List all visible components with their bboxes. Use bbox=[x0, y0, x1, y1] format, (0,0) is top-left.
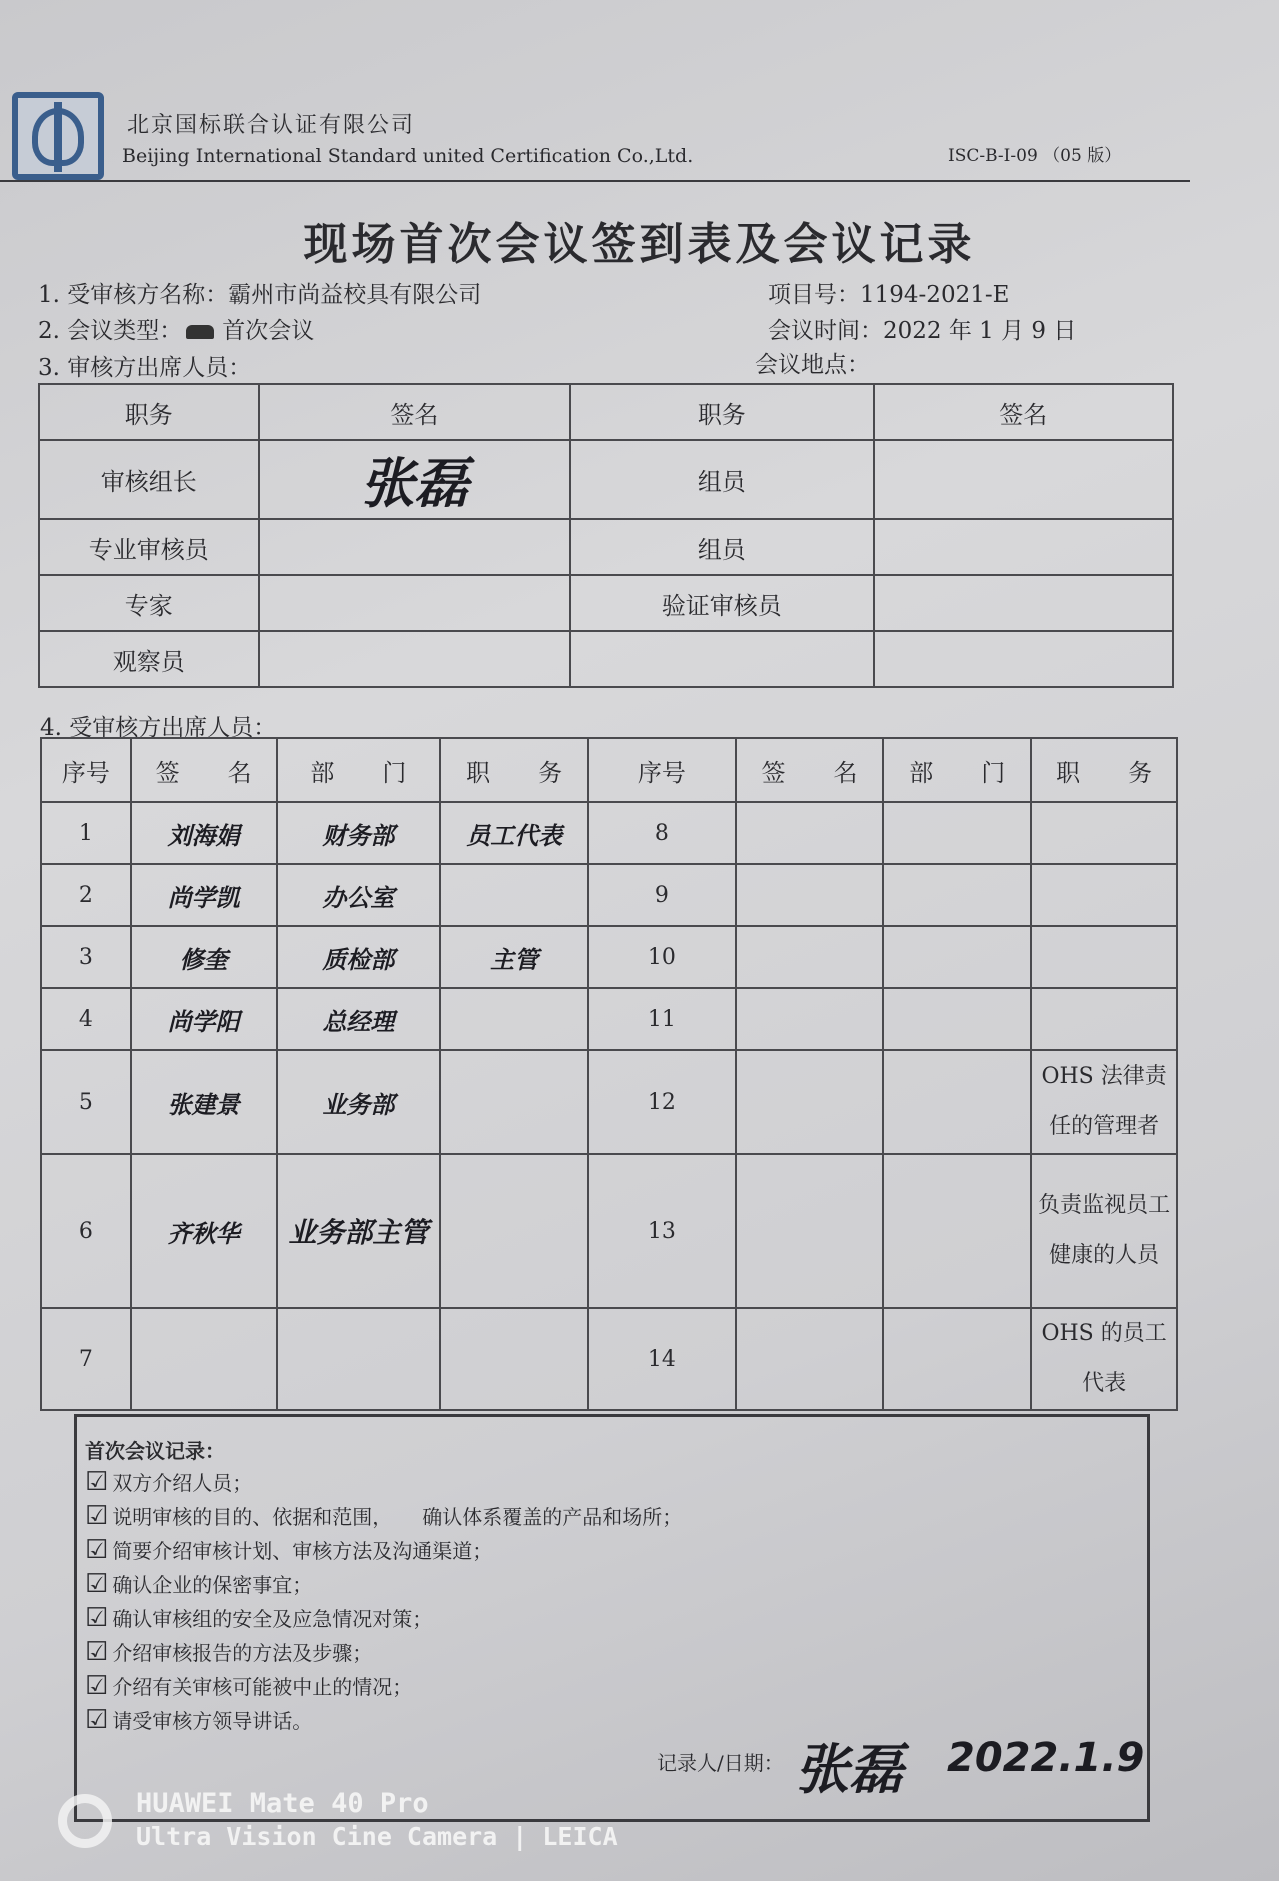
auditee-name-row bbox=[38, 276, 481, 309]
department-cell bbox=[883, 1154, 1031, 1308]
row-number: 1 bbox=[41, 802, 131, 864]
table-row bbox=[41, 1308, 1177, 1410]
camera-logo-icon bbox=[58, 1794, 112, 1848]
header-divider bbox=[0, 180, 1190, 182]
recorder-label: 记录人/日期： bbox=[657, 1751, 784, 1775]
signature-cell bbox=[874, 519, 1173, 575]
minutes-item bbox=[85, 1603, 432, 1633]
signature-cell bbox=[736, 802, 884, 864]
auditee-label: 1. 受审核方名称： bbox=[38, 282, 229, 308]
minutes-item-text: 确认企业的保密事宜； bbox=[112, 1573, 313, 1597]
meeting-type-icon bbox=[186, 325, 214, 339]
watermark-line-2: Ultra Vision Cine Camera | LEICA bbox=[136, 1822, 618, 1851]
header-cell: 序号 bbox=[41, 738, 131, 802]
document-code: ISC-B-I-09 （05 版） bbox=[948, 146, 1122, 166]
row-number: 8 bbox=[588, 802, 736, 864]
row-number: 11 bbox=[588, 988, 736, 1050]
position-cell bbox=[1031, 802, 1177, 864]
role-cell: 验证审核员 bbox=[570, 575, 873, 631]
check-icon: ☑ bbox=[85, 1535, 109, 1565]
check-icon: ☑ bbox=[85, 1603, 109, 1633]
department-cell bbox=[883, 1308, 1031, 1410]
minutes-item bbox=[85, 1501, 682, 1531]
department-cell bbox=[277, 1308, 441, 1410]
header-cell: 职务 bbox=[39, 384, 259, 440]
minutes-item-text: 双方介绍人员； bbox=[112, 1471, 253, 1495]
minutes-item-text: 简要介绍审核计划、审核方法及沟通渠道； bbox=[112, 1539, 493, 1563]
project-number-row bbox=[768, 276, 1009, 309]
meeting-time-value: 2022 年 1 月 9 日 bbox=[883, 318, 1077, 344]
header-cell: 签 名 bbox=[131, 738, 277, 802]
row-number: 4 bbox=[41, 988, 131, 1050]
row-number: 2 bbox=[41, 864, 131, 926]
signature-cell bbox=[736, 1308, 884, 1410]
signature-cell bbox=[259, 575, 570, 631]
table-row bbox=[41, 864, 1177, 926]
minutes-item bbox=[85, 1637, 372, 1667]
signature-cell bbox=[131, 1308, 277, 1410]
project-value: 1194-2021-E bbox=[860, 282, 1010, 308]
project-label: 项目号： bbox=[768, 282, 860, 308]
position-cell: 员工代表 bbox=[440, 802, 588, 864]
meeting-type-value: 首次会议 bbox=[222, 318, 315, 344]
minutes-title: 首次会议记录： bbox=[85, 1439, 225, 1463]
department-cell bbox=[883, 864, 1031, 926]
header-cell: 职 务 bbox=[440, 738, 588, 802]
header-cell: 签名 bbox=[259, 384, 570, 440]
audit-attendees-label: 3. 审核方出席人员： bbox=[38, 355, 252, 381]
department-cell: 业务部主管 bbox=[277, 1154, 441, 1308]
position-cell bbox=[1031, 926, 1177, 988]
department-cell: 财务部 bbox=[277, 802, 441, 864]
table-row bbox=[41, 802, 1177, 864]
department-cell bbox=[883, 926, 1031, 988]
check-icon: ☑ bbox=[85, 1637, 109, 1667]
position-cell bbox=[1031, 864, 1177, 926]
signature-cell: 张建景 bbox=[131, 1050, 277, 1154]
department-cell: 质检部 bbox=[277, 926, 441, 988]
check-icon: ☑ bbox=[85, 1569, 109, 1599]
table-row bbox=[41, 926, 1177, 988]
minutes-item bbox=[85, 1535, 492, 1565]
meeting-place-label: 会议地点： bbox=[755, 352, 870, 378]
signature-cell: 尚学凯 bbox=[131, 864, 277, 926]
row-number: 3 bbox=[41, 926, 131, 988]
position-cell bbox=[440, 864, 588, 926]
row-number: 5 bbox=[41, 1050, 131, 1154]
auditee-attendees-table bbox=[40, 737, 1178, 1411]
department-cell: 业务部 bbox=[277, 1050, 441, 1154]
company-name-cn: 北京国标联合认证有限公司 bbox=[127, 113, 416, 138]
table-header-row bbox=[39, 384, 1173, 440]
signature-cell: 齐秋华 bbox=[131, 1154, 277, 1308]
check-icon: ☑ bbox=[85, 1705, 109, 1735]
minutes-item-text: 请受审核方领导讲话。 bbox=[112, 1709, 313, 1733]
meeting-type-label: 2. 会议类型： bbox=[38, 318, 183, 344]
table-row bbox=[39, 440, 1173, 519]
position-cell bbox=[1031, 988, 1177, 1050]
department-cell bbox=[883, 802, 1031, 864]
header-cell: 序号 bbox=[588, 738, 736, 802]
signature-cell bbox=[874, 575, 1173, 631]
minutes-item-text: 介绍有关审核可能被中止的情况； bbox=[112, 1675, 413, 1699]
signature-cell bbox=[874, 631, 1173, 687]
meeting-minutes-box bbox=[74, 1414, 1150, 1822]
signature-cell bbox=[736, 988, 884, 1050]
auditee-value: 霸州市尚益校具有限公司 bbox=[228, 282, 482, 308]
watermark-line-1: HUAWEI Mate 40 Pro bbox=[136, 1788, 429, 1819]
row-number: 14 bbox=[588, 1308, 736, 1410]
table-row bbox=[41, 1154, 1177, 1308]
table-row bbox=[39, 631, 1173, 687]
role-cell: 组员 bbox=[570, 519, 873, 575]
signature-cell bbox=[259, 631, 570, 687]
meeting-time-row bbox=[768, 312, 1076, 345]
check-icon: ☑ bbox=[85, 1671, 109, 1701]
department-cell: 办公室 bbox=[277, 864, 441, 926]
auditee-attendees-label: 4. 受审核方出席人员： bbox=[40, 715, 277, 741]
signature-cell bbox=[736, 864, 884, 926]
role-cell: 观察员 bbox=[39, 631, 259, 687]
department-cell bbox=[883, 988, 1031, 1050]
minutes-item-text: 说明审核的目的、依据和范围， 确认体系覆盖的产品和场所； bbox=[112, 1505, 683, 1529]
position-cell: OHS 法律责任的管理者 bbox=[1031, 1050, 1177, 1154]
position-cell bbox=[440, 1154, 588, 1308]
table-row bbox=[41, 1050, 1177, 1154]
table-header-row bbox=[41, 738, 1177, 802]
position-cell bbox=[440, 1308, 588, 1410]
position-cell bbox=[440, 1050, 588, 1154]
minutes-item bbox=[85, 1671, 412, 1701]
row-number: 10 bbox=[588, 926, 736, 988]
row-number: 7 bbox=[41, 1308, 131, 1410]
position-cell bbox=[440, 988, 588, 1050]
minutes-item bbox=[85, 1467, 252, 1497]
signature-cell bbox=[736, 1154, 884, 1308]
recorder-date: 2022.1.9 bbox=[947, 1735, 1145, 1781]
minutes-item bbox=[85, 1705, 312, 1735]
meeting-type-row bbox=[38, 312, 314, 345]
page-title: 现场首次会议签到表及会议记录 bbox=[303, 219, 976, 270]
table-row bbox=[41, 988, 1177, 1050]
header-cell: 职 务 bbox=[1031, 738, 1177, 802]
minutes-item-text: 介绍审核报告的方法及步骤； bbox=[112, 1641, 373, 1665]
check-icon: ☑ bbox=[85, 1467, 109, 1497]
company-name-en: Beijing International Standard united Certification Co.,Ltd. bbox=[122, 145, 694, 167]
signature-cell: 刘海娟 bbox=[131, 802, 277, 864]
signature-cell: 张磊 bbox=[259, 440, 570, 519]
minutes-item-text: 确认审核组的安全及应急情况对策； bbox=[112, 1607, 433, 1631]
row-number: 6 bbox=[41, 1154, 131, 1308]
row-number: 9 bbox=[588, 864, 736, 926]
role-cell: 组员 bbox=[570, 440, 873, 519]
header-cell: 签 名 bbox=[736, 738, 884, 802]
signature-cell bbox=[874, 440, 1173, 519]
role-cell: 专业审核员 bbox=[39, 519, 259, 575]
department-cell: 总经理 bbox=[277, 988, 441, 1050]
role-cell bbox=[570, 631, 873, 687]
meeting-time-label: 会议时间： bbox=[768, 318, 883, 344]
row-number: 13 bbox=[588, 1154, 736, 1308]
recorder-signature: 张磊 bbox=[795, 1738, 903, 1801]
audit-attendees-table bbox=[38, 383, 1174, 688]
header-cell: 部 门 bbox=[277, 738, 441, 802]
signature-cell bbox=[259, 519, 570, 575]
signature-cell bbox=[736, 1050, 884, 1154]
header-cell: 职务 bbox=[570, 384, 873, 440]
table-row bbox=[39, 519, 1173, 575]
header-cell: 签名 bbox=[874, 384, 1173, 440]
position-cell: 负责监视员工健康的人员 bbox=[1031, 1154, 1177, 1308]
signature-cell: 尚学阳 bbox=[131, 988, 277, 1050]
logo-icon bbox=[12, 92, 104, 180]
header-cell: 部 门 bbox=[883, 738, 1031, 802]
position-cell: OHS 的员工代表 bbox=[1031, 1308, 1177, 1410]
table-row bbox=[39, 575, 1173, 631]
role-cell: 审核组长 bbox=[39, 440, 259, 519]
signature-cell bbox=[736, 926, 884, 988]
minutes-item bbox=[85, 1569, 312, 1599]
department-cell bbox=[883, 1050, 1031, 1154]
check-icon: ☑ bbox=[85, 1501, 109, 1531]
row-number: 12 bbox=[588, 1050, 736, 1154]
signature-cell: 修奎 bbox=[131, 926, 277, 988]
position-cell: 主管 bbox=[440, 926, 588, 988]
role-cell: 专家 bbox=[39, 575, 259, 631]
